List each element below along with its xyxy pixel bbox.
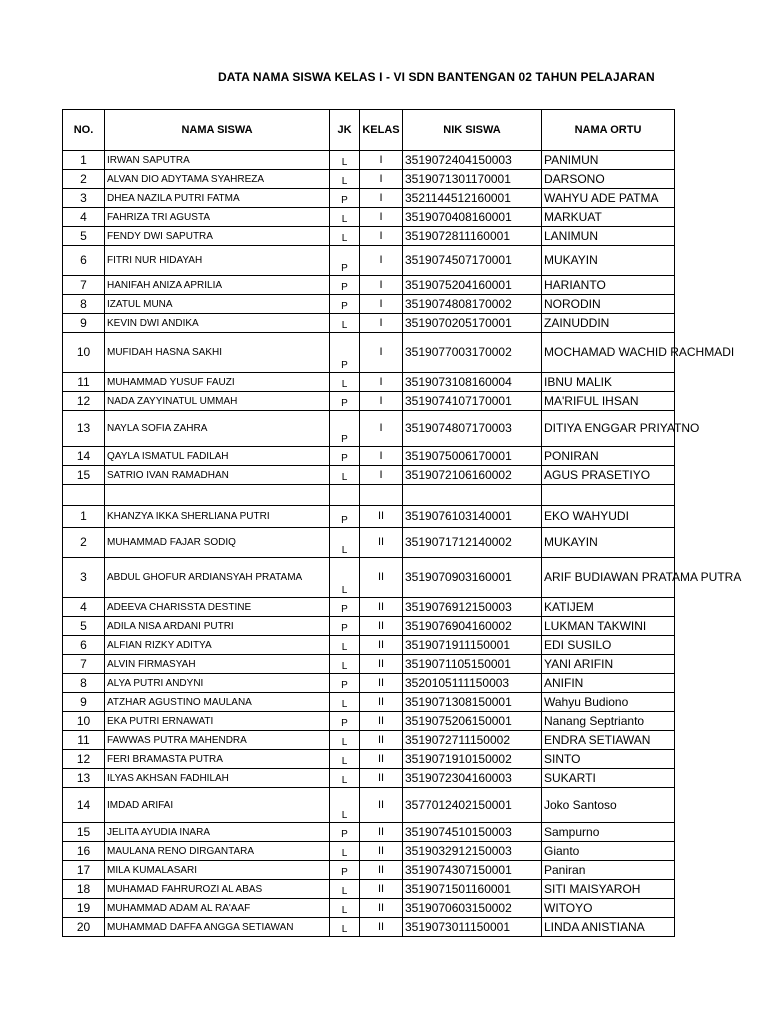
table-row [63,617,675,636]
cell-no: 13 [63,411,105,447]
table-row [63,842,675,861]
table-row [63,788,675,823]
cell-nama-siswa: MAULANA RENO DIRGANTARA [105,842,330,861]
cell-no: 3 [63,189,105,208]
cell-nama-ortu: IBNU MALIK [542,373,675,392]
header-nik-siswa: NIK SISWA [403,110,542,151]
table-row [63,170,675,189]
cell-nama-siswa: IMDAD ARIFAI [105,788,330,823]
cell-nama-siswa: MUHAMMAD DAFFA ANGGA SETIAWAN [105,918,330,937]
cell-nama-siswa: QAYLA ISMATUL FADILAH [105,447,330,466]
table-row [63,506,675,528]
table-row [63,674,675,693]
cell-nama-ortu: MARKUAT [542,208,675,227]
cell-nama-siswa: FAWWAS PUTRA MAHENDRA [105,731,330,750]
cell-kelas: I [360,447,403,466]
cell-nama-ortu: SINTO [542,750,675,769]
cell-kelas: I [360,466,403,485]
cell-kelas: II [360,880,403,899]
cell-jk: P [330,712,360,731]
table-row [63,333,675,373]
cell-kelas: II [360,750,403,769]
cell-no: 10 [63,712,105,731]
cell-jk: P [330,447,360,466]
cell-nik-siswa: 3519071308150001 [403,693,542,712]
table-row [63,598,675,617]
cell-no: 1 [63,506,105,528]
cell-kelas: II [360,918,403,937]
cell-nik-siswa: 3519075006170001 [403,447,542,466]
cell-kelas: I [360,411,403,447]
cell-kelas: II [360,598,403,617]
cell-kelas: I [360,392,403,411]
cell-jk: L [330,314,360,333]
cell-no: 13 [63,769,105,788]
cell-nama-siswa: ALFIAN RIZKY ADITYA [105,636,330,655]
table-row [63,466,675,485]
cell-nik-siswa: 3519075206150001 [403,712,542,731]
cell-nama-siswa: DHEA NAZILA PUTRI FATMA [105,189,330,208]
cell-nama-ortu: PONIRAN [542,447,675,466]
cell-jk: L [330,373,360,392]
cell-nik-siswa: 3519072106160002 [403,466,542,485]
cell-no: 10 [63,333,105,373]
cell-nik-siswa: 3519073108160004 [403,373,542,392]
cell-no: 8 [63,295,105,314]
cell-nama-siswa: SATRIO IVAN RAMADHAN [105,466,330,485]
cell-nik-siswa: 3519071911150001 [403,636,542,655]
cell-jk: P [330,506,360,528]
cell-jk: P [330,823,360,842]
cell-jk: P [330,411,360,447]
cell-nama-ortu: Sampurno [542,823,675,842]
cell-nik-siswa: 3519074507170001 [403,246,542,276]
table-row [63,731,675,750]
cell-jk: L [330,528,360,558]
cell-nama-ortu: Nanang Septrianto [542,712,675,731]
cell-nama-ortu: ZAINUDDIN [542,314,675,333]
cell-no: 3 [63,558,105,598]
cell-nama-ortu [542,485,675,506]
table-row [63,528,675,558]
cell-nik-siswa: 3519070205170001 [403,314,542,333]
cell-nama-ortu: WITOYO [542,899,675,918]
cell-nik-siswa: 3519072711150002 [403,731,542,750]
cell-jk: L [330,880,360,899]
table-row [63,246,675,276]
cell-kelas: II [360,617,403,636]
table-row [63,447,675,466]
cell-no: 15 [63,823,105,842]
cell-nama-ortu: ENDRA SETIAWAN [542,731,675,750]
cell-kelas: II [360,842,403,861]
cell-jk: P [330,392,360,411]
cell-nama-siswa: MUHAMMAD ADAM AL RA'AAF [105,899,330,918]
cell-nik-siswa: 3521144512160001 [403,189,542,208]
cell-nik-siswa: 3519077003170002 [403,333,542,373]
cell-kelas: II [360,674,403,693]
cell-no: 6 [63,636,105,655]
cell-no: 1 [63,151,105,170]
cell-nama-ortu: MUKAYIN [542,246,675,276]
cell-kelas: I [360,314,403,333]
cell-jk [330,485,360,506]
table-row [63,295,675,314]
blank-separator-row [63,485,675,506]
cell-nik-siswa: 3519070603150002 [403,899,542,918]
cell-jk: P [330,674,360,693]
cell-no: 12 [63,750,105,769]
cell-nik-siswa: 3519071501160001 [403,880,542,899]
table-row [63,373,675,392]
cell-kelas: II [360,636,403,655]
header-no: NO. [63,110,105,151]
table-header-row [63,110,675,151]
cell-nama-ortu: Paniran [542,861,675,880]
cell-kelas: II [360,861,403,880]
cell-nama-siswa: MUHAMMAD FAJAR SODIQ [105,528,330,558]
cell-nik-siswa: 3519071712140002 [403,528,542,558]
table-row [63,750,675,769]
cell-nik-siswa: 3519072404150003 [403,151,542,170]
cell-jk: L [330,227,360,246]
cell-jk: P [330,276,360,295]
cell-nama-ortu: PANIMUN [542,151,675,170]
cell-nama-siswa: HANIFAH ANIZA APRILIA [105,276,330,295]
cell-kelas: I [360,189,403,208]
table-row [63,227,675,246]
cell-nama-siswa: ABDUL GHOFUR ARDIANSYAH PRATAMA [105,558,330,598]
cell-nik-siswa: 3519073011150001 [403,918,542,937]
cell-nama-ortu: SUKARTI [542,769,675,788]
table-row [63,693,675,712]
cell-kelas: II [360,769,403,788]
cell-nama-siswa: ALVAN DIO ADYTAMA SYAHREZA [105,170,330,189]
cell-kelas: I [360,333,403,373]
cell-jk: L [330,731,360,750]
cell-nik-siswa: 3519076904160002 [403,617,542,636]
cell-nik-siswa: 3519072304160003 [403,769,542,788]
cell-no: 4 [63,208,105,227]
cell-nama-siswa: KHANZYA IKKA SHERLIANA PUTRI [105,506,330,528]
cell-nama-ortu: NORODIN [542,295,675,314]
cell-kelas: II [360,788,403,823]
cell-nama-ortu: Gianto [542,842,675,861]
table-row [63,712,675,731]
cell-kelas: II [360,823,403,842]
cell-nama-ortu: DARSONO [542,170,675,189]
cell-nama-siswa: ALVIN FIRMASYAH [105,655,330,674]
cell-jk: L [330,151,360,170]
cell-kelas: II [360,506,403,528]
cell-nama-siswa: JELITA AYUDIA INARA [105,823,330,842]
cell-nik-siswa: 3519032912150003 [403,842,542,861]
cell-jk: L [330,655,360,674]
cell-no: 7 [63,655,105,674]
cell-no: 2 [63,528,105,558]
cell-nik-siswa: 3519074808170002 [403,295,542,314]
cell-nama-siswa: FERI BRAMASTA PUTRA [105,750,330,769]
cell-nama-ortu: LINDA ANISTIANA [542,918,675,937]
cell-jk: P [330,861,360,880]
cell-nama-siswa: MUFIDAH HASNA SAKHI [105,333,330,373]
cell-jk: P [330,617,360,636]
cell-no: 18 [63,880,105,899]
cell-jk: L [330,750,360,769]
cell-nik-siswa: 3519070903160001 [403,558,542,598]
cell-nama-siswa: FENDY DWI SAPUTRA [105,227,330,246]
cell-no [63,485,105,506]
cell-jk: L [330,788,360,823]
cell-nama-ortu: DITIYA ENGGAR PRIYATNO [542,411,675,447]
table-row [63,861,675,880]
cell-kelas: I [360,295,403,314]
cell-nama-siswa: ALYA PUTRI ANDYNI [105,674,330,693]
table-row [63,880,675,899]
cell-jk: L [330,899,360,918]
cell-no: 5 [63,227,105,246]
table-row [63,151,675,170]
cell-nama-siswa: KEVIN DWI ANDIKA [105,314,330,333]
cell-jk: P [330,295,360,314]
cell-kelas: I [360,170,403,189]
cell-jk: P [330,246,360,276]
cell-nama-ortu: ANIFIN [542,674,675,693]
cell-nama-ortu: Joko Santoso [542,788,675,823]
cell-nama-siswa: ADILA NISA ARDANI PUTRI [105,617,330,636]
table-row [63,769,675,788]
cell-nik-siswa: 3519074510150003 [403,823,542,842]
cell-no: 11 [63,373,105,392]
cell-nama-siswa: FITRI NUR HIDAYAH [105,246,330,276]
table-row [63,823,675,842]
cell-kelas: I [360,208,403,227]
cell-jk: L [330,918,360,937]
header-jk: JK [330,110,360,151]
cell-nik-siswa: 3577012402150001 [403,788,542,823]
cell-jk: L [330,466,360,485]
cell-jk: P [330,189,360,208]
cell-nama-ortu: MUKAYIN [542,528,675,558]
cell-kelas [360,485,403,506]
cell-jk: L [330,636,360,655]
cell-no: 2 [63,170,105,189]
cell-kelas: II [360,693,403,712]
cell-nama-siswa: IRWAN SAPUTRA [105,151,330,170]
cell-no: 4 [63,598,105,617]
cell-no: 6 [63,246,105,276]
table-row [63,392,675,411]
cell-no: 14 [63,447,105,466]
cell-nama-ortu: AGUS PRASETIYO [542,466,675,485]
cell-no: 20 [63,918,105,937]
cell-nik-siswa: 3519071105150001 [403,655,542,674]
cell-jk: L [330,842,360,861]
cell-nama-ortu: MOCHAMAD WACHID RACHMADI [542,333,675,373]
cell-nik-siswa: 3519076912150003 [403,598,542,617]
cell-no: 14 [63,788,105,823]
cell-kelas: II [360,712,403,731]
cell-nama-ortu: MA'RIFUL IHSAN [542,392,675,411]
cell-kelas: I [360,276,403,295]
table-row [63,918,675,937]
cell-nik-siswa: 3519074807170003 [403,411,542,447]
table-row [63,411,675,447]
cell-nik-siswa: 3519074107170001 [403,392,542,411]
cell-kelas: II [360,558,403,598]
cell-nama-siswa: ATZHAR AGUSTINO MAULANA [105,693,330,712]
cell-nik-siswa: 3520105111150003 [403,674,542,693]
cell-nama-ortu: Wahyu Budiono [542,693,675,712]
header-nama-siswa: NAMA SISWA [105,110,330,151]
cell-nama-siswa: EKA PUTRI ERNAWATI [105,712,330,731]
table-row [63,558,675,598]
cell-no: 17 [63,861,105,880]
cell-kelas: I [360,151,403,170]
cell-no: 7 [63,276,105,295]
cell-no: 9 [63,693,105,712]
cell-no: 11 [63,731,105,750]
cell-nama-ortu: HARIANTO [542,276,675,295]
student-table [62,109,742,937]
table-row [63,655,675,674]
cell-nama-ortu: LUKMAN TAKWINI [542,617,675,636]
cell-no: 16 [63,842,105,861]
cell-nik-siswa: 3519072811160001 [403,227,542,246]
page-title: DATA NAMA SISWA KELAS I - VI SDN BANTENGAN 02 TAHUN PELAJARAN [218,70,655,84]
cell-nik-siswa [403,485,542,506]
cell-nama-siswa: MUHAMAD FAHRUROZI AL ABAS [105,880,330,899]
cell-nama-siswa: ADEEVA CHARISSTA DESTINE [105,598,330,617]
cell-nama-siswa: FAHRIZA TRI AGUSTA [105,208,330,227]
cell-jk: P [330,598,360,617]
cell-nama-siswa: IZATUL MUNA [105,295,330,314]
cell-nik-siswa: 3519071910150002 [403,750,542,769]
cell-kelas: I [360,373,403,392]
table-row [63,276,675,295]
cell-no: 8 [63,674,105,693]
cell-nama-siswa: NADA ZAYYINATUL UMMAH [105,392,330,411]
header-kelas: KELAS [360,110,403,151]
cell-kelas: II [360,731,403,750]
cell-nik-siswa: 3519075204160001 [403,276,542,295]
cell-no: 5 [63,617,105,636]
header-nama-ortu: NAMA ORTU [542,110,675,151]
table-row [63,189,675,208]
cell-kelas: II [360,655,403,674]
table-row [63,636,675,655]
cell-jk: L [330,170,360,189]
cell-nama-siswa [105,485,330,506]
cell-nama-ortu: EDI SUSILO [542,636,675,655]
cell-kelas: II [360,528,403,558]
cell-nama-ortu: YANI ARIFIN [542,655,675,674]
cell-nama-ortu: KATIJEM [542,598,675,617]
cell-nama-ortu: SITI MAISYAROH [542,880,675,899]
cell-kelas: II [360,899,403,918]
cell-nik-siswa: 3519076103140001 [403,506,542,528]
cell-jk: L [330,693,360,712]
cell-nama-ortu: ARIF BUDIAWAN PRATAMA PUTRA [542,558,675,598]
cell-nama-siswa: MILA KUMALASARI [105,861,330,880]
cell-kelas: I [360,246,403,276]
cell-nik-siswa: 3519071301170001 [403,170,542,189]
cell-jk: P [330,333,360,373]
cell-nama-siswa: ILYAS AKHSAN FADHILAH [105,769,330,788]
cell-nama-ortu: LANIMUN [542,227,675,246]
table-row [63,314,675,333]
cell-nama-ortu: WAHYU ADE PATMA [542,189,675,208]
cell-no: 12 [63,392,105,411]
cell-nama-siswa: MUHAMMAD YUSUF FAUZI [105,373,330,392]
cell-jk: L [330,208,360,227]
cell-nama-siswa: NAYLA SOFIA ZAHRA [105,411,330,447]
cell-no: 15 [63,466,105,485]
cell-jk: L [330,558,360,598]
cell-kelas: I [360,227,403,246]
table-row [63,899,675,918]
cell-jk: L [330,769,360,788]
cell-nik-siswa: 3519070408160001 [403,208,542,227]
table-row [63,208,675,227]
cell-no: 9 [63,314,105,333]
cell-nik-siswa: 3519074307150001 [403,861,542,880]
cell-nama-ortu: EKO WAHYUDI [542,506,675,528]
cell-no: 19 [63,899,105,918]
